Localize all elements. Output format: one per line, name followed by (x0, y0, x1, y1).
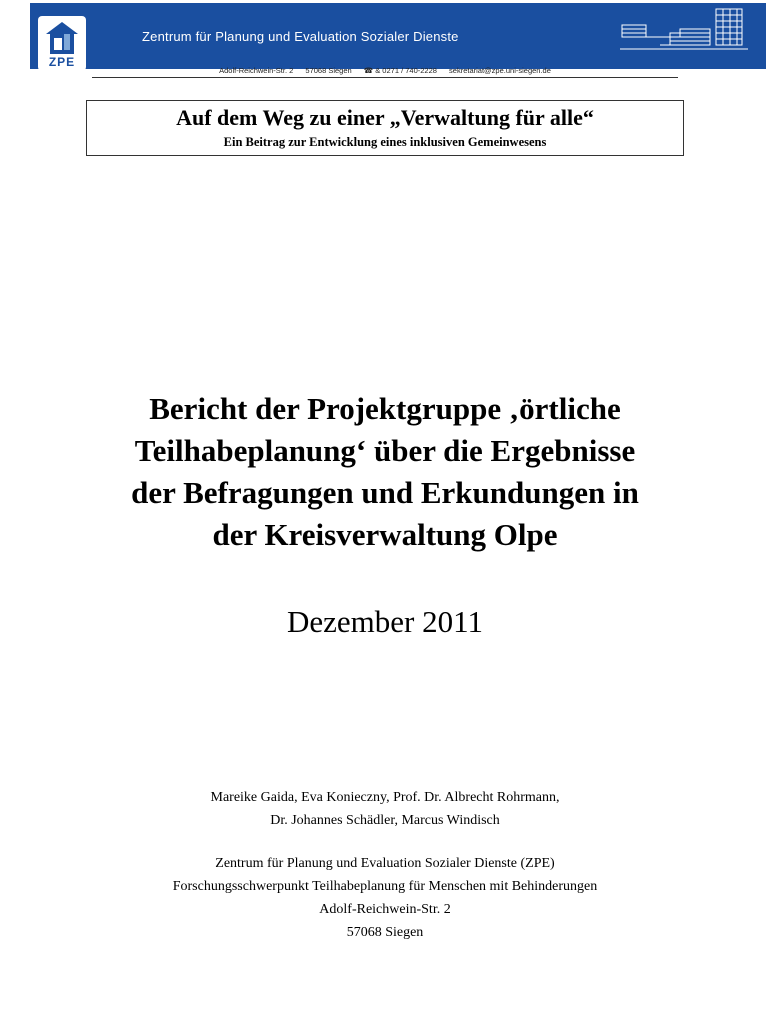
header-banner (30, 3, 766, 69)
phone-text: ☎ & 0271 / 740-2228 (363, 66, 437, 75)
institution-city: 57068 Siegen (346, 925, 424, 940)
city-text: 57068 Siegen (305, 66, 352, 75)
institution-focus: Forschungsschwerpunkt Teilhabeplanung für Menschen mit Behinderungen (172, 879, 598, 894)
series-title-box (86, 100, 684, 156)
institution-name: Zentrum für Planung und Evaluation Sozialer Dienste (ZPE) (215, 856, 555, 871)
house-logo-icon (44, 20, 80, 56)
email-link[interactable]: sekretariat@zpe.uni-siegen.de (449, 66, 551, 75)
institution-street: Adolf-Reichwein-Str. 2 (319, 902, 451, 917)
series-title: Auf dem Weg zu einer „Verwaltung für alle“ (176, 105, 594, 130)
report-title-line: der Befragungen und Erkundungen in (131, 475, 639, 510)
series-subtitle: Ein Beitrag zur Entwicklung eines inklusiven Gemeinwesens (223, 135, 547, 149)
institute-name: Zentrum für Planung und Evaluation Sozialer Dienste (142, 29, 459, 44)
logo-text: ZPE (48, 55, 76, 69)
report-title-line: der Kreisverwaltung Olpe (212, 517, 558, 552)
report-title-line: Bericht der Projektgruppe ‚örtliche (149, 391, 621, 426)
contact-line (92, 66, 678, 78)
address-text: Adolf-Reichwein-Str. 2 (219, 66, 294, 75)
zpe-logo (38, 16, 86, 71)
authors-block (80, 786, 690, 832)
building-illustration-icon (620, 7, 750, 55)
report-title (80, 388, 690, 556)
authors-line: Dr. Johannes Schädler, Marcus Windisch (270, 813, 500, 828)
report-date: Dezember 2011 (287, 604, 483, 639)
authors-line: Mareike Gaida, Eva Konieczny, Prof. Dr. Albrecht Rohrmann, (210, 790, 560, 805)
institution-block (80, 852, 690, 944)
report-title-line: Teilhabeplanung‘ über die Ergebnisse (134, 433, 636, 468)
